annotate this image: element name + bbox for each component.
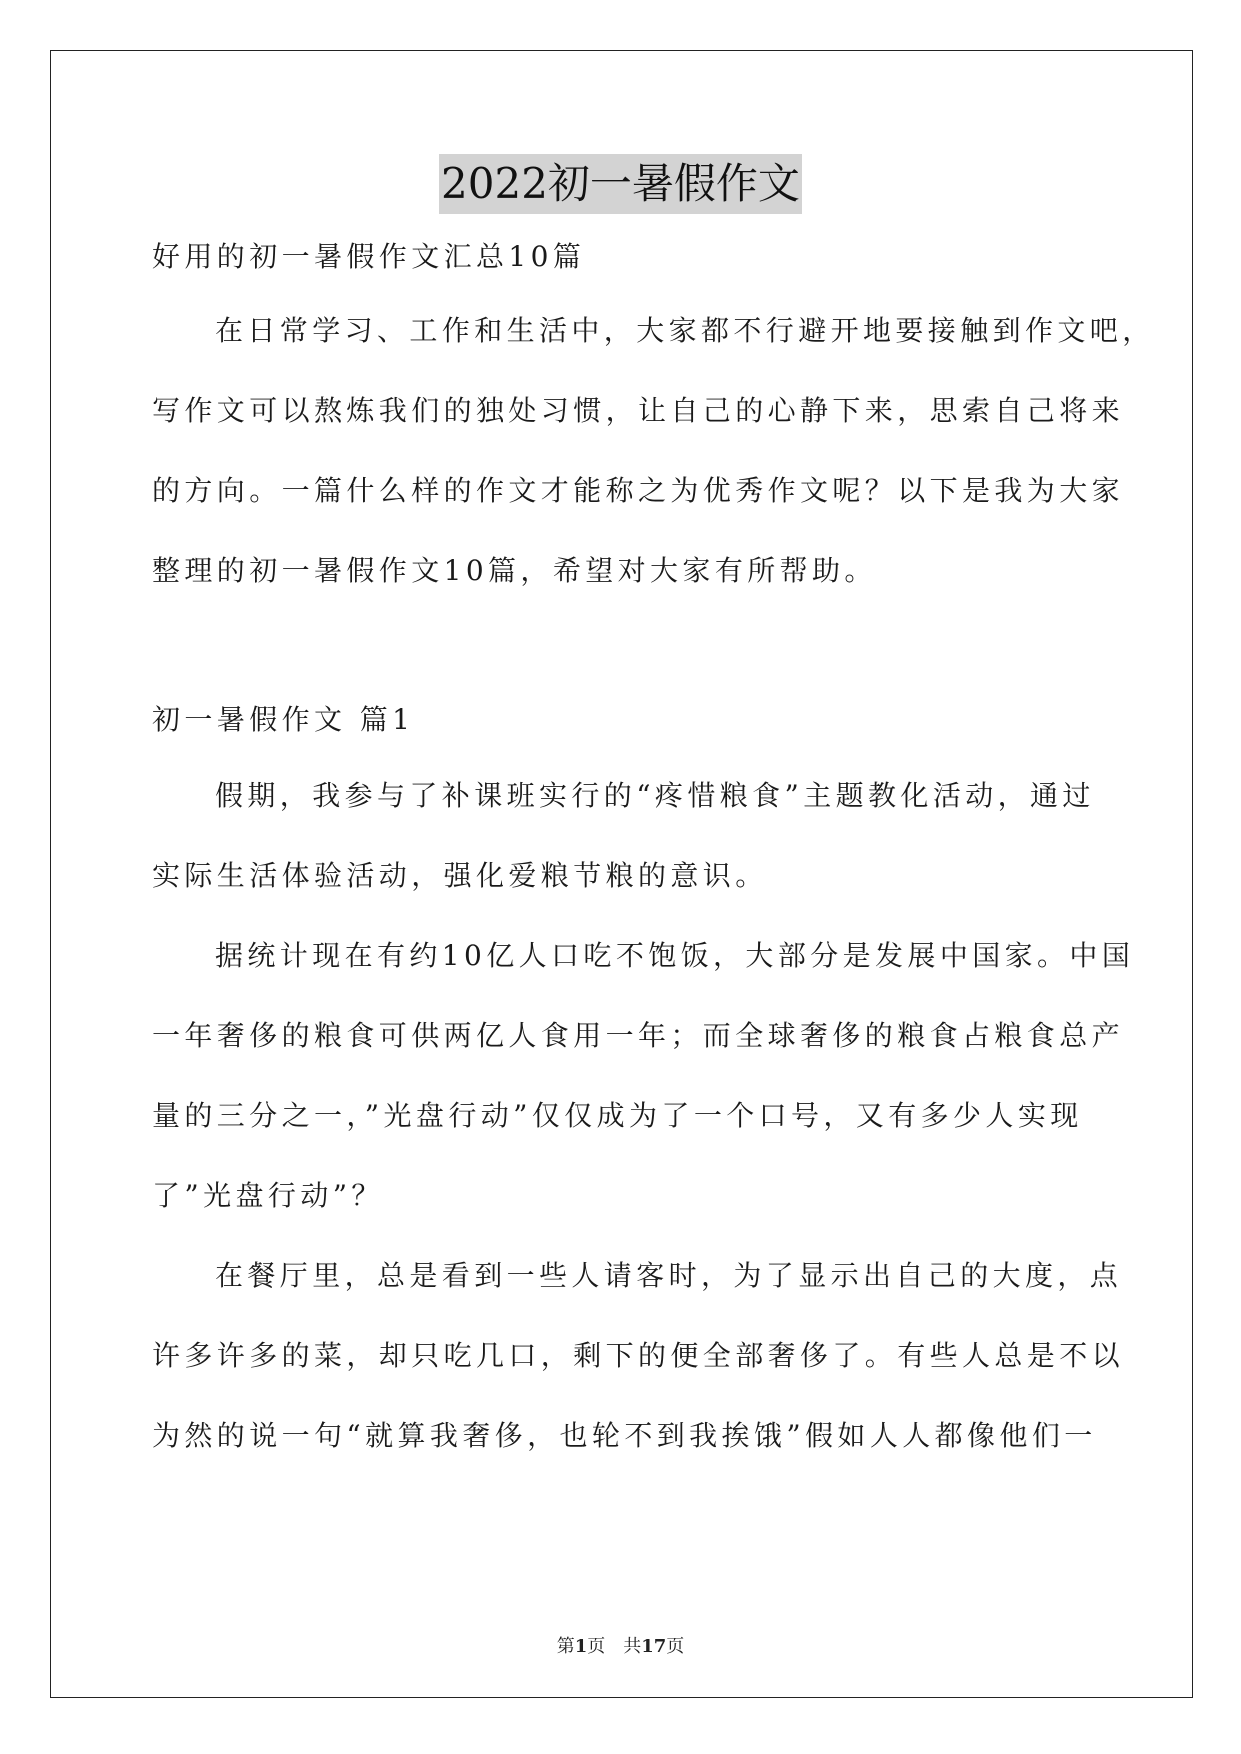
paragraph-line: 假期，我参与了补课班实行的“疼惜粮食”主题教化活动，通过 — [215, 779, 1095, 812]
title-container — [0, 154, 1241, 214]
paragraph-line: 在餐厅里，总是看到一些人请客时，为了显示出自己的大度，点 — [215, 1259, 1123, 1292]
section-heading: 初一暑假作文 篇1 — [152, 703, 415, 736]
paragraph-line: 的方向。一篇什么样的作文才能称之为优秀作文呢？以下是我为大家 — [152, 474, 1125, 507]
footer-page-suffix: 页 — [666, 1636, 685, 1657]
paragraph-line: 在日常学习、工作和生活中，大家都不行避开地要接触到作文吧， — [215, 314, 1155, 347]
paragraph-line: 实际生活体验活动，强化爱粮节粮的意识。 — [152, 859, 768, 892]
footer-page-total: 17 — [641, 1636, 667, 1657]
paragraph-line: 一年奢侈的粮食可供两亿人食用一年；而全球奢侈的粮食占粮食总产 — [152, 1019, 1125, 1052]
paragraph-line: 整理的初一暑假作文10篇，希望对大家有所帮助。 — [152, 554, 877, 587]
paragraph-line: 量的三分之一，”光盘行动”仅仅成为了一个口号，又有多少人实现 — [152, 1099, 1083, 1132]
footer-page-current: 1 — [574, 1636, 588, 1657]
footer-page-mid: 页 共 — [587, 1636, 642, 1657]
paragraph-line: 为然的说一句“就算我奢侈，也轮不到我挨饿”假如人人都像他们一 — [152, 1419, 1097, 1452]
page-footer — [0, 1632, 1241, 1658]
document-subtitle: 好用的初一暑假作文汇总10篇 — [152, 240, 586, 273]
paragraph-line: 写作文可以熬炼我们的独处习惯，让自己的心静下来，思索自己将来 — [152, 394, 1125, 427]
paragraph-line: 了”光盘行动”？ — [152, 1179, 384, 1212]
document-title: 2022初一暑假作文 — [439, 154, 802, 214]
footer-page-prefix: 第 — [556, 1636, 575, 1657]
paragraph-line: 据统计现在有约10亿人口吃不饱饭，大部分是发展中国家。中国 — [215, 939, 1135, 972]
paragraph-line: 许多许多的菜，却只吃几口，剩下的便全部奢侈了。有些人总是不以 — [152, 1339, 1125, 1372]
